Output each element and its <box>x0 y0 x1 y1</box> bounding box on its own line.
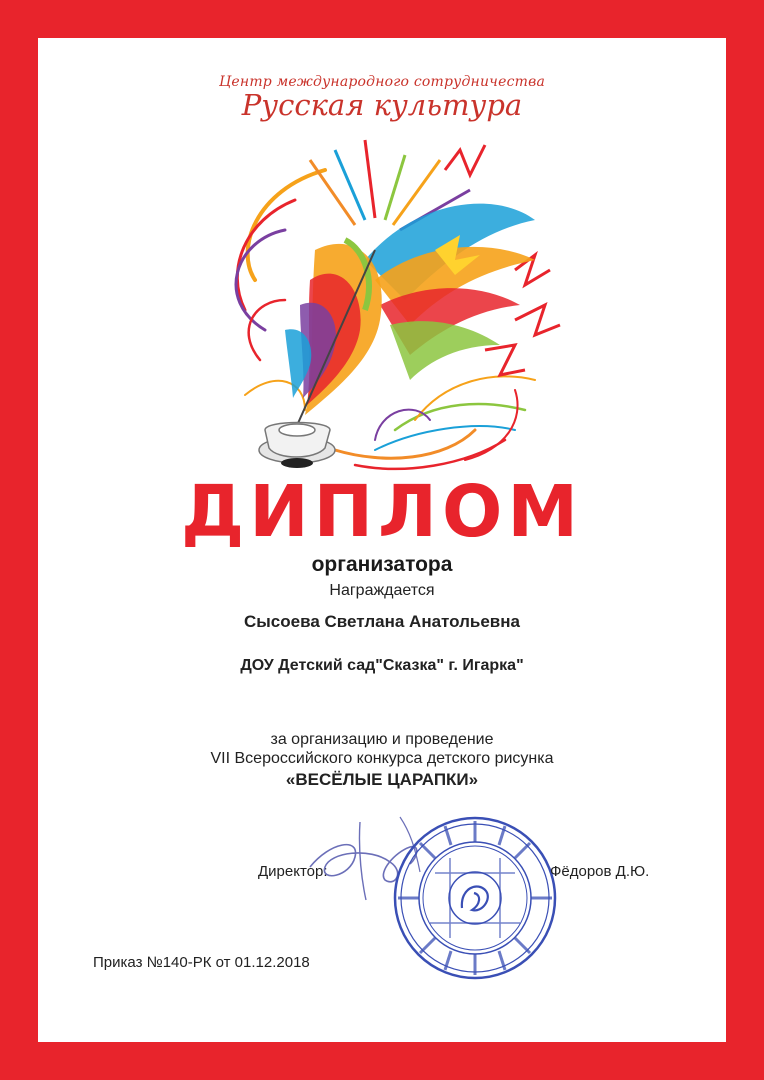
purpose-line-2: VII Всероссийского конкурса детского рисунка <box>210 750 554 767</box>
organization-tagline: Центр международного сотрудничества <box>219 74 545 90</box>
diploma-title: ДИПЛОМ <box>180 470 584 553</box>
institution-name: ДОУ Детский сад"Сказка" г. Игарка" <box>240 657 524 674</box>
director-label: Директор: <box>258 863 328 880</box>
organization-brand: Русская культура <box>241 88 523 122</box>
recipient-name: Сысоева Светлана Анатольевна <box>244 612 520 631</box>
contest-name: «ВЕСЁЛЫЕ ЦАРАПКИ» <box>285 770 479 789</box>
feather-quill-icon <box>215 130 570 480</box>
purpose-line-1: за организацию и проведение <box>270 731 494 748</box>
awarded-label: Награждается <box>329 582 435 599</box>
order-reference: Приказ №140-РК от 01.12.2018 <box>93 954 310 971</box>
diploma-subtitle: организатора <box>311 553 453 576</box>
director-name: Фёдоров Д.Ю. <box>550 863 650 880</box>
seal-stamp-icon <box>390 813 560 983</box>
